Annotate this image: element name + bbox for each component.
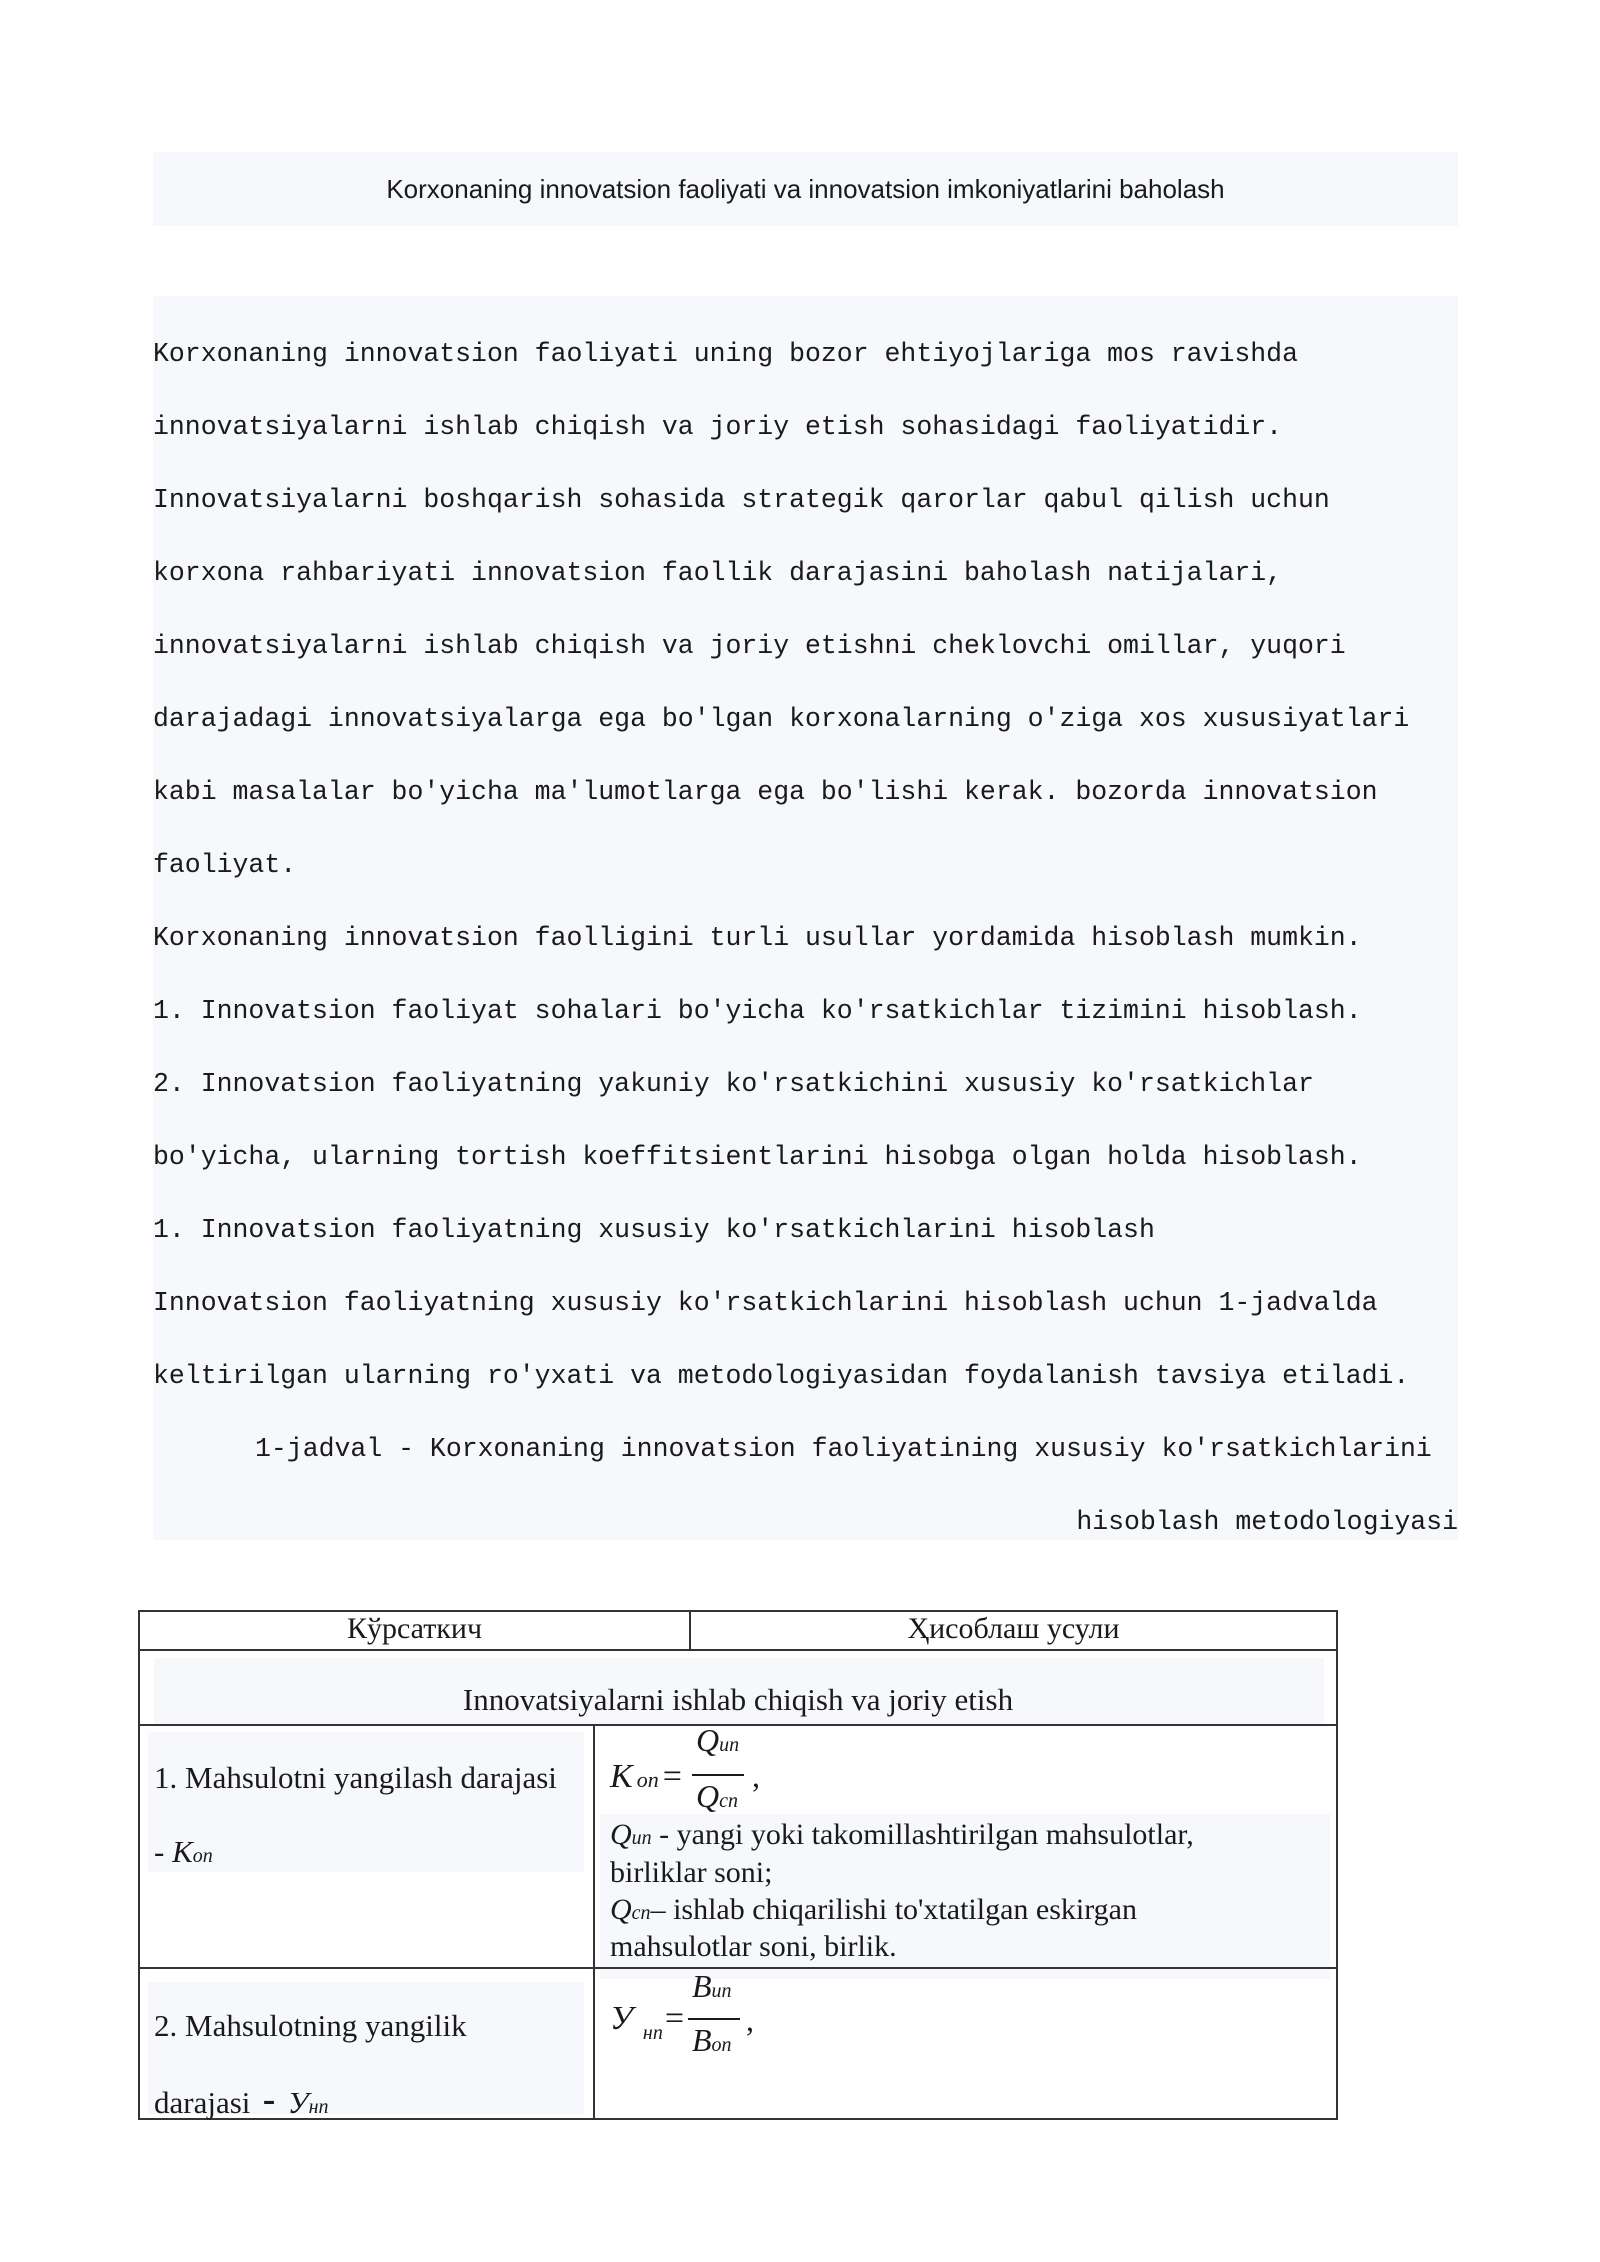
row1-note-2: birliklar soni; [610,1856,773,1889]
row1-formula-lhs: Kon = [610,1758,682,1795]
body-line: kabi masalalar bo'yicha ma'lumotlarga ega bo'lishi kerak. bozorda innovatsion [153,777,1378,807]
body-line: faoliyat. [153,850,297,880]
body-line: 2. Innovatsion faoliyatning yakuniy ko'rsatkichini xususiy ko'rsatkichlar [153,1069,1314,1099]
row2-formula-denominator: Bon [692,2022,732,2058]
row2-fraction-bar [688,2018,740,2020]
table-caption-continuation: hisoblash metodologiyasi [1076,1507,1458,1537]
row1-formula-comma: , [752,1758,760,1794]
table-caption: 1-jadval - Korxonaning innovatsion faoliyatining xususiy ko'rsatkichlarini [255,1434,1432,1464]
body-line: Innovatsiyalarni boshqarish sohasida strategik qarorlar qabul qilish uchun [153,485,1330,515]
section-title: Innovatsiyalarni ishlab chiqish va joriy etish [462,1682,1014,1717]
row1-indicator-symbol: - Kon [154,1834,213,1869]
document-body [153,296,1458,1540]
row1-formula-numerator: Qun [696,1722,740,1758]
body-line: Korxonaning innovatsion faoliyati uning bozor ehtiyojlariga mos ravishda [153,339,1298,369]
header-indicator: Кўрсаткич [346,1612,483,1645]
document-title: Korxonaning innovatsion faoliyati va innovatsion imkoniyatlarini baholash [386,173,1225,204]
row2-indicator-name: 2. Mahsulotning yangilik [154,2008,467,2043]
row1-fraction-bar [692,1774,744,1776]
row1-formula-denominator: Qcn [696,1778,738,1814]
row1-note-1: Qun - yangi yoki takomillashtirilgan mahsulotlar, [610,1818,1194,1851]
body-line: keltirilgan ularning ro'yxati va metodologiyasidan foydalanish tavsiya etiladi. [153,1361,1410,1391]
row2-indicator-symbol: darajasi - Унп [154,2078,329,2122]
header-method: Ҳисоблаш усули [907,1612,1120,1645]
body-line: innovatsiyalarni ishlab chiqish va joriy etishni cheklovchi omillar, yuqori [153,631,1346,661]
body-column-divider [593,1724,595,2118]
body-line: darajadagi innovatsiyalarga ega bo'lgan korxonalarning o'ziga xos xususiyatlari [153,704,1410,734]
body-line: korxona rahbariyati innovatsion faollik darajasini baholash natijalari, [153,558,1283,588]
row2-formula-numerator: Bun [692,1968,732,2004]
row-divider [140,1967,1336,1969]
body-line: Innovatsion faoliyatning xususiy ko'rsatkichlarini hisoblash uchun 1-jadvalda [153,1288,1378,1318]
row1-note-3: Qcn– ishlab chiqarilishi to'xtatilgan eskirgan [610,1893,1137,1926]
body-line: bo'yicha, ularning tortish koeffitsientlarini hisobga olgan holda hisoblash. [153,1142,1362,1172]
row2-formula-lhs: У $_{нп}$= [610,2000,684,2044]
methodology-table [138,1610,1338,2120]
header-divider [140,1649,1336,1651]
document-title-block [153,152,1458,226]
row1-indicator-name: 1. Mahsulotni yangilash darajasi [154,1760,557,1795]
row2-formula-comma: , [746,2002,754,2038]
row1-note-4: mahsulotlar soni, birlik. [610,1930,897,1963]
body-line: 1. Innovatsion faoliyatning xususiy ko'rsatkichlarini hisoblash [153,1215,1155,1245]
body-line: 1. Innovatsion faoliyat sohalari bo'yicha ko'rsatkichlar tizimini hisoblash. [153,996,1362,1026]
row1-indicator-shade [148,1732,584,1872]
body-line: innovatsiyalarni ishlab chiqish va joriy etish sohasidagi faoliyatidir. [153,412,1283,442]
body-line: Korxonaning innovatsion faolligini turli usullar yordamida hisoblash mumkin. [153,923,1362,953]
